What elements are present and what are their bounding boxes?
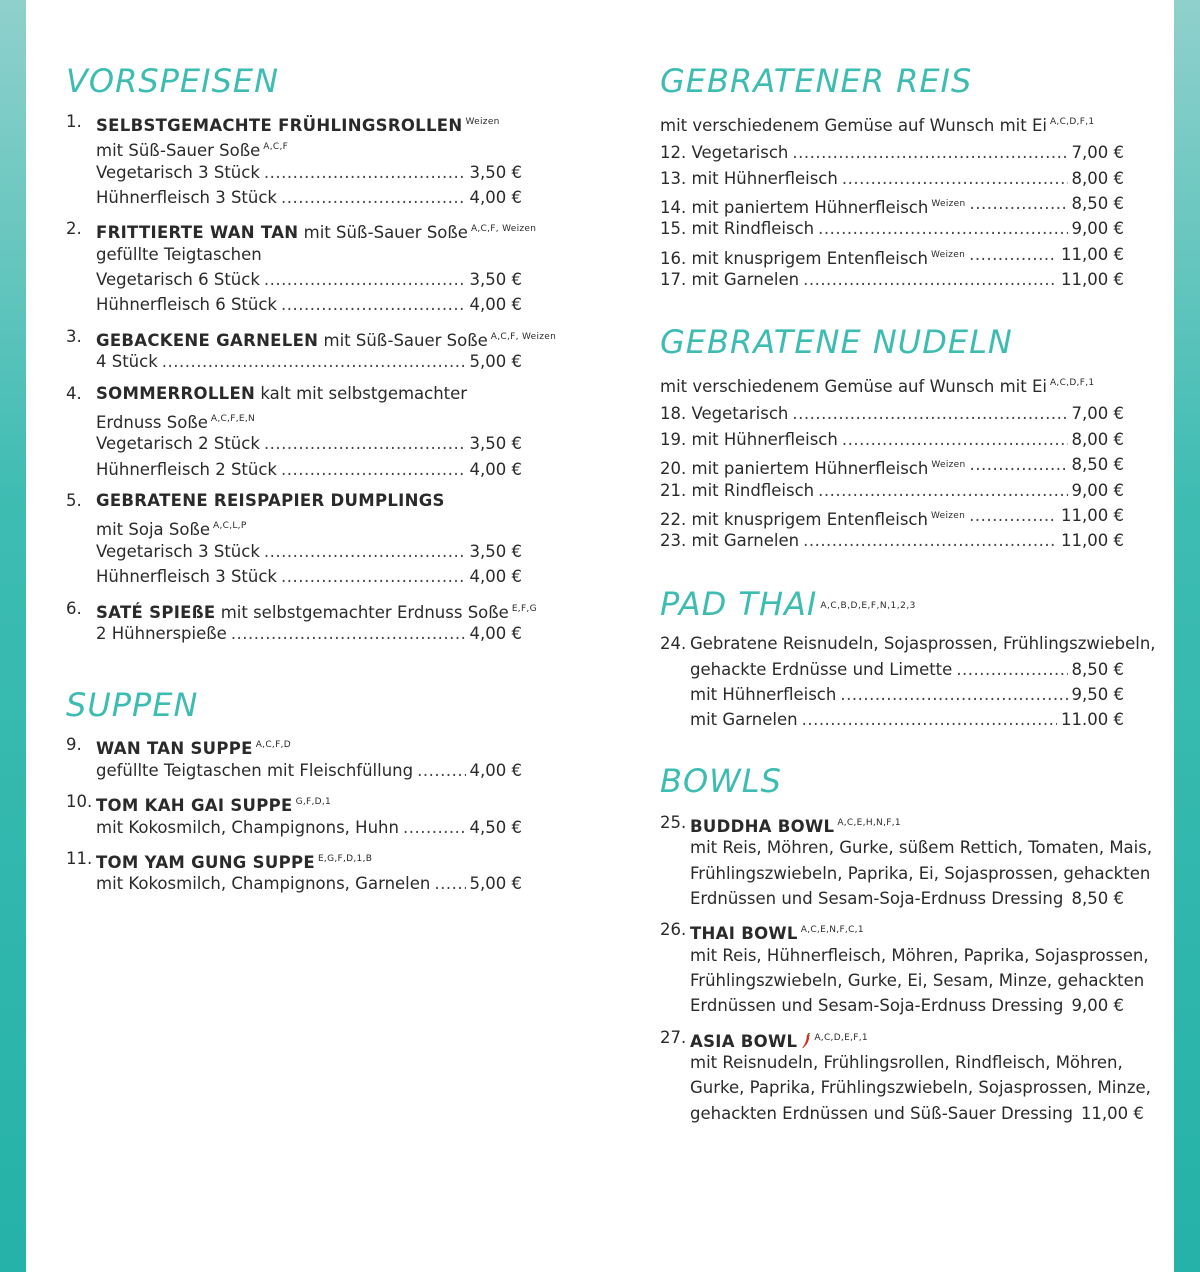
price-line <box>96 539 522 565</box>
item-label: mit paniertem Hühnerfleisch <box>691 459 929 478</box>
allergen-codes: A,C,D,F,1 <box>1049 378 1095 388</box>
section-title-suppen: SUPPEN <box>66 686 199 724</box>
variant-label: mit Kokosmilch, Champignons, Huhn <box>96 818 399 837</box>
item-name: TOM YAM GUNG SUPPE <box>96 853 315 872</box>
item-label: Vegetarisch <box>691 404 789 423</box>
price-line <box>96 758 522 784</box>
price-line <box>96 564 522 590</box>
item-name: THAI BOWL <box>690 924 798 943</box>
menu-item-14 <box>660 191 1124 217</box>
menu-item-23 <box>660 528 1124 554</box>
price: 3,50 € <box>469 163 522 182</box>
price: 3,50 € <box>469 434 522 453</box>
item-number: 5. <box>66 491 82 510</box>
price: 8,50 € <box>1071 889 1124 908</box>
price-line <box>690 682 1124 708</box>
price-line <box>96 815 522 841</box>
variant-label: mit Kokosmilch, Champignons, Garnelen <box>96 874 431 893</box>
menu-item-20 <box>660 452 1124 478</box>
description-text: mit Reis, Möhren, Gurke, süßem Rettich, Tomaten, Mais, <box>690 838 1153 857</box>
section-title-bowls: BOWLS <box>660 762 782 800</box>
price-line <box>96 292 522 318</box>
variant-label: gehackten Erdnüssen und Süß-Sauer Dressing <box>690 1104 1073 1123</box>
item-number: 15. <box>660 219 687 238</box>
item-number: 17. <box>660 270 687 289</box>
item-number: 13. <box>660 169 687 188</box>
variant-label: Vegetarisch 3 Stück <box>96 542 260 561</box>
allergen-codes: A,C,D,F,1 <box>1049 117 1095 127</box>
variant-label: mit Garnelen <box>690 710 798 729</box>
item-number: 9. <box>66 735 82 754</box>
price-line <box>690 993 1124 1019</box>
price: 8,50 € <box>1071 660 1124 679</box>
menu-item-19 <box>660 427 1124 453</box>
item-number: 19. <box>660 430 687 449</box>
variant-label: Vegetarisch 3 Stück <box>96 163 260 182</box>
allergen-codes: A,C,L,P <box>213 521 247 531</box>
item-label: mit knusprigem Entenfleisch <box>691 510 928 529</box>
item-number: 1. <box>66 112 82 131</box>
item-name: GEBRATENE REISPAPIER DUMPLINGS <box>96 491 445 510</box>
menu-item-17 <box>660 267 1124 293</box>
item-name: SOMMERROLLEN <box>96 384 256 403</box>
menu-item-16 <box>660 242 1124 268</box>
variant-label: 4 Stück <box>96 352 158 371</box>
price: 11,00 € <box>1061 531 1124 550</box>
allergen-codes: Weizen <box>930 250 966 260</box>
item-number: 23. <box>660 531 687 550</box>
price-line <box>690 657 1124 683</box>
section-title-gebratener-reis: GEBRATENER REIS <box>660 62 973 100</box>
description-text: Gebratene Reisnudeln, Sojasprossen, Frühlingszwiebeln, <box>690 634 1156 653</box>
price: 9,50 € <box>1071 685 1124 704</box>
item-number: 16. <box>660 249 687 268</box>
item-number: 6. <box>66 599 82 618</box>
item-name-suffix: mit Süß-Sauer Soße <box>323 331 488 350</box>
menu-item-18 <box>660 401 1124 427</box>
item-label: mit paniertem Hühnerfleisch <box>691 198 929 217</box>
description-text: mit Soja Soße <box>96 520 210 539</box>
item-number: 18. <box>660 404 687 423</box>
allergen-codes: Weizen <box>465 117 500 127</box>
item-name: FRITTIERTE WAN TAN <box>96 223 299 242</box>
item-label: mit knusprigem Entenfleisch <box>691 249 928 268</box>
item-number: 25. <box>660 813 687 832</box>
price: 3,50 € <box>469 542 522 561</box>
item-number: 3. <box>66 327 82 346</box>
item-name-suffix: kalt mit selbstgemachter <box>260 384 468 403</box>
price: 4,00 € <box>469 567 522 586</box>
item-name: GEBACKENE GARNELEN <box>96 331 319 350</box>
item-name-suffix: mit selbstgemachter Erdnuss Soße <box>220 603 509 622</box>
price: 7,00 € <box>1071 143 1124 162</box>
item-number: 14. <box>660 198 687 217</box>
variant-label: Hühnerfleisch 6 Stück <box>96 295 277 314</box>
description-text: Erdnuss Soße <box>96 413 208 432</box>
price: 11.00 € <box>1061 710 1124 729</box>
price: 5,00 € <box>469 874 522 893</box>
menu-item-15 <box>660 216 1124 242</box>
price-line <box>96 457 522 483</box>
left-border-stripe <box>0 0 26 1272</box>
price: 11,00 € <box>1080 1104 1144 1123</box>
price: 3,50 € <box>469 270 522 289</box>
price: 4,00 € <box>469 624 522 643</box>
section-subtitle <box>660 109 1094 135</box>
price: 8,00 € <box>1071 169 1124 188</box>
item-number: 21. <box>660 481 687 500</box>
variant-label: Hühnerfleisch 2 Stück <box>96 460 277 479</box>
item-name: SELBSTGEMACHTE FRÜHLINGSROLLEN <box>96 116 463 135</box>
price: 4,00 € <box>469 761 522 780</box>
item-name: TOM KAH GAI SUPPE <box>96 796 293 815</box>
price: 8,50 € <box>1071 455 1124 474</box>
price: 11,00 € <box>1061 245 1124 264</box>
price-line <box>96 267 522 293</box>
allergen-codes: A,C,E,N,F,C,1 <box>800 925 864 935</box>
price: 11,00 € <box>1061 270 1124 289</box>
variant-label: Hühnerfleisch 3 Stück <box>96 567 277 586</box>
price-line <box>690 707 1124 733</box>
price-line <box>690 886 1124 912</box>
item-number: 11. <box>66 849 93 868</box>
item-label: mit Garnelen <box>691 270 800 289</box>
item-number: 27. <box>660 1028 687 1047</box>
price: 7,00 € <box>1071 404 1124 423</box>
price: 9,00 € <box>1071 481 1124 500</box>
item-label: mit Rindfleisch <box>691 481 815 500</box>
section-title-text: PAD THAI <box>660 585 818 623</box>
price-line <box>96 185 522 211</box>
allergen-codes: Weizen <box>931 199 966 209</box>
menu-item-22 <box>660 503 1124 529</box>
price-line <box>690 1101 1144 1127</box>
item-number: 26. <box>660 920 687 939</box>
description-text: mit Reisnudeln, Frühlingsrollen, Rindfleisch, Möhren, <box>690 1053 1123 1072</box>
item-number: 10. <box>66 792 93 811</box>
allergen-codes: A,C,F, Weizen <box>470 224 537 234</box>
variant-label: Erdnüssen und Sesam-Soja-Erdnuss Dressing <box>690 996 1064 1015</box>
allergen-codes: A,C,D,E,F,1 <box>814 1033 868 1043</box>
item-name: BUDDHA BOWL <box>690 817 835 836</box>
section-title-pad-thai <box>660 585 916 623</box>
item-number: 2. <box>66 219 82 238</box>
item-label: mit Garnelen <box>691 531 800 550</box>
price: 4,00 € <box>469 460 522 479</box>
section-subtitle <box>660 370 1094 396</box>
item-number: 20. <box>660 459 687 478</box>
description-text: mit Süß-Sauer Soße <box>96 141 261 160</box>
description-text: Frühlingszwiebeln, Paprika, Ei, Sojasprossen, gehackten <box>690 864 1151 883</box>
description-text: Gurke, Paprika, Frühlingszwiebeln, Sojasprossen, Minze, <box>690 1078 1151 1097</box>
variant-label: Vegetarisch 2 Stück <box>96 434 260 453</box>
variant-label: Vegetarisch 6 Stück <box>96 270 260 289</box>
variant-label: mit Hühnerfleisch <box>690 685 837 704</box>
allergen-codes: A,C,B,D,E,F,N,1,2,3 <box>820 601 916 611</box>
variant-label: gefüllte Teigtaschen mit Fleischfüllung <box>96 761 414 780</box>
allergen-codes: Weizen <box>931 460 966 470</box>
subtitle-text: mit verschiedenem Gemüse auf Wunsch mit Ei <box>660 377 1047 396</box>
item-label: mit Rindfleisch <box>691 219 815 238</box>
menu-item-12 <box>660 140 1124 166</box>
price: 4,00 € <box>469 188 522 207</box>
price: 8,50 € <box>1071 194 1124 213</box>
item-name: SATÉ SPIEßE <box>96 603 216 622</box>
menu-item-13 <box>660 166 1124 192</box>
description-text: Frühlingszwiebeln, Gurke, Ei, Sesam, Minze, gehackten <box>690 971 1145 990</box>
item-name: ASIA BOWL <box>690 1032 798 1051</box>
price: 4,50 € <box>469 818 522 837</box>
item-label: mit Hühnerfleisch <box>691 430 838 449</box>
price: 11,00 € <box>1061 506 1124 525</box>
allergen-codes: A,C,F, Weizen <box>490 332 557 342</box>
allergen-codes: G,F,D,1 <box>295 797 332 807</box>
price-line <box>96 349 522 375</box>
item-number: 24. <box>660 634 687 653</box>
variant-label: 2 Hühnerspieße <box>96 624 227 643</box>
menu-item-21 <box>660 478 1124 504</box>
subtitle-text: mit verschiedenem Gemüse auf Wunsch mit Ei <box>660 116 1047 135</box>
allergen-codes: A,C,F,D <box>255 740 291 750</box>
allergen-codes: A,C,F <box>263 142 289 152</box>
allergen-codes: Weizen <box>930 511 966 521</box>
price-line <box>96 621 522 647</box>
section-title-vorspeisen: VORSPEISEN <box>66 62 280 100</box>
variant-label: Hühnerfleisch 3 Stück <box>96 188 277 207</box>
price-line <box>96 431 522 457</box>
allergen-codes: E,F,G <box>511 604 537 614</box>
item-name-suffix: mit Süß-Sauer Soße <box>303 223 468 242</box>
item-label: mit Hühnerfleisch <box>691 169 838 188</box>
price: 8,00 € <box>1071 430 1124 449</box>
allergen-codes: A,C,F,E,N <box>210 414 256 424</box>
price-line <box>96 871 522 897</box>
section-title-gebratene-nudeln: GEBRATENE NUDELN <box>660 323 1013 361</box>
item-number: 22. <box>660 510 687 529</box>
chili-pepper-icon <box>802 1033 811 1049</box>
description-text: mit Reis, Hühnerfleisch, Möhren, Paprika, Sojasprossen, <box>690 946 1149 965</box>
price-line <box>96 160 522 186</box>
description-text: gefüllte Teigtaschen <box>96 245 262 264</box>
variant-label: gehackte Erdnüsse und Limette <box>690 660 953 679</box>
allergen-codes: E,G,F,D,1,B <box>317 854 373 864</box>
item-name: WAN TAN SUPPE <box>96 739 253 758</box>
price: 9,00 € <box>1071 219 1124 238</box>
price: 9,00 € <box>1071 996 1124 1015</box>
allergen-codes: A,C,E,H,N,F,1 <box>837 818 901 828</box>
price: 5,00 € <box>469 352 522 371</box>
variant-label: Erdnüssen und Sesam-Soja-Erdnuss Dressing <box>690 889 1064 908</box>
right-border-stripe <box>1174 0 1200 1272</box>
item-number: 4. <box>66 384 82 403</box>
item-number: 12. <box>660 143 687 162</box>
item-label: Vegetarisch <box>691 143 789 162</box>
price: 4,00 € <box>469 295 522 314</box>
